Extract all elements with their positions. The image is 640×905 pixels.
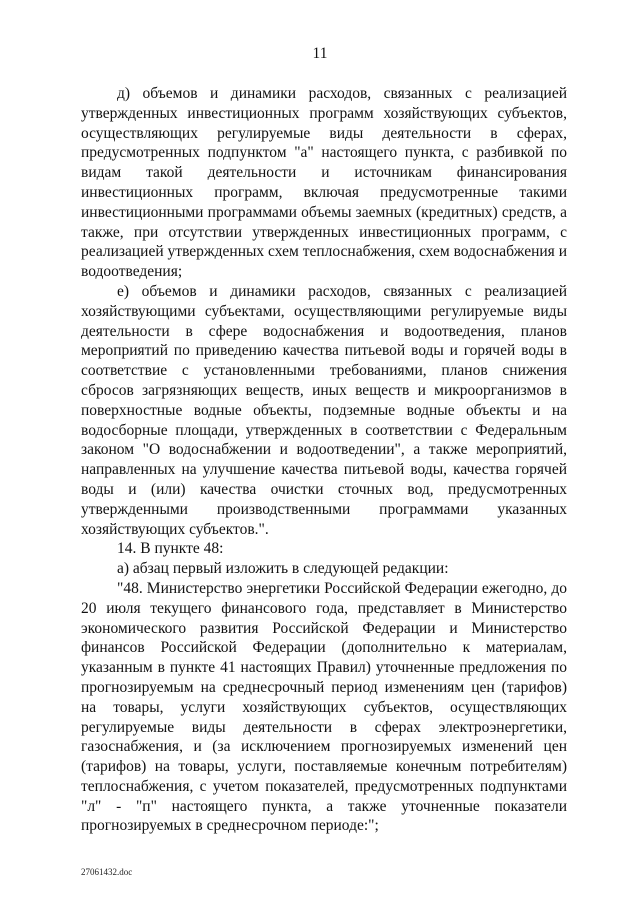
document-file-code: 27061432.doc (81, 867, 133, 877)
paragraph-item-14: 14. В пункте 48: (117, 540, 224, 558)
paragraph-48: "48. Министерство энергетики Российской Федерации ежегодно, до 20 июля текущего финансового года, представляет в Министерство экономического развития Российской Федерации и Министерство финансов Российской Федерации (дополнительно к материалам, указанным в пункте 41 настоящих Правил) уточненные предложения по прогнозируемым на среднесрочный период изменениям цен (тарифов) на товары, услуги хозяйствующих субъектов, осуществляющих регулируемые виды деятельности в сферах электроэнергетики, газоснабжения, и (за исключением прогнозируемых изменений цен (тарифов) на товары, услуги, поставляемые конечным потребителям) теплоснабжения, с учетом показателей, предусмотренных подпунктами "л" - "п" настоящего пункта, а также уточненные показатели прогнозируемых в среднесрочном периоде:"; (81, 579, 567, 835)
paragraph-d: д) объемов и динамики расходов, связанных с реализацией утвержденных инвестиционных программ хозяйствующих субъектов, осуществляющих регулируемые виды деятельности в сферах, предусмотренных подпунктом "а" настоящего пункта, с разбивкой по видам такой деятельности и источникам финансирования инвестиционных программ, включая предусмотренные такими инвестиционными программами объемы заемных (кредитных) средств, а также, при отсутствии утвержденных инвестиционных программ, с реализацией утвержденных схем теплоснабжения, схем водоснабжения и водоотведения; (81, 85, 567, 281)
paragraph-a: а) абзац первый изложить в следующей редакции: (117, 560, 449, 578)
page-number: 11 (312, 45, 328, 62)
paragraph-e: е) объемов и динамики расходов, связанных с реализацией хозяйствующими субъектами, осуществляющими регулируемые виды деятельности в сфере водоснабжения и водоотведения, планов мероприятий по приведению качества питьевой воды и горячей воды в соответствие с установленными требованиями, планов снижения сбросов загрязняющих веществ, иных веществ и микроорганизмов в поверхностные водные объекты, подземные водные объекты и на водосборные площади, утвержденных в соответствии с Федеральным законом "О водоснабжении и водоотведении", а также мероприятий, направленных на улучшение качества питьевой воды, качества горячей воды и (или) качества очистки сточных вод, предусмотренных утвержденными производственными программами указанных хозяйствующих субъектов.". (81, 282, 567, 538)
document-body (81, 84, 567, 836)
